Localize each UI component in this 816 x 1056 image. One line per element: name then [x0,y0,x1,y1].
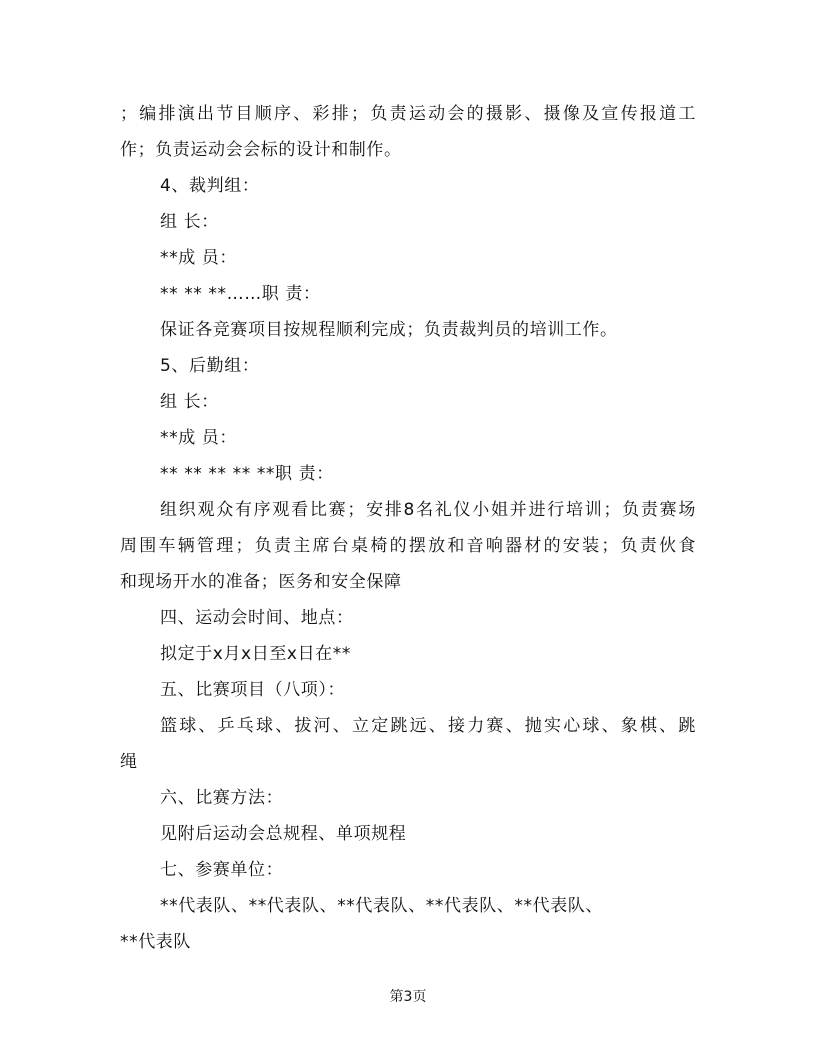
document-body [120,96,696,960]
competition-method-text: 见附后运动会总规程、单项规程 [160,824,407,844]
referee-group-duties-label: ** ** **……职 责： [160,284,321,304]
events-line-1: 篮球、乒乓球、拔河、立定跳远、接力赛、抛实心球、象棋、跳 [160,716,696,736]
participants-line-1: **代表队、**代表队、**代表队、**代表队、**代表队、 [160,896,603,916]
logistics-group-duties-label: ** ** ** ** **职 责： [160,464,334,484]
referee-group-duties: 保证各竞赛项目按规程顺利完成；负责裁判员的培训工作。 [160,320,618,340]
paragraph-line-1: ；编排演出节目顺序、彩排；负责运动会的摄影、摄像及宣传报道工 [120,104,696,124]
participants-line-2: **代表队 [120,932,191,952]
referee-group-members: **成 员： [160,248,238,268]
section-time-location: 四、运动会时间、地点： [160,608,354,628]
logistics-duties-line-1: 组织观众有序观看比赛；安排8名礼仪小姐并进行培训；负责赛场 [160,500,696,520]
logistics-group-leader: 组 长： [160,392,219,412]
section-logistics-group: 5、后勤组： [160,356,260,376]
page-number: 第3页 [389,989,427,1005]
section-events: 五、比赛项目（八项）： [160,680,346,700]
logistics-group-members: **成 员： [160,428,238,448]
time-location-text: 拟定于x月x日至x日在** [160,644,351,664]
events-line-2: 绳 [120,752,138,772]
section-competition-method: 六、比赛方法： [160,788,284,808]
logistics-duties-line-3: 和现场开水的准备；医务和安全保障 [120,572,402,592]
section-referee-group: 4、裁判组： [160,176,260,196]
paragraph-line-2: 作；负责运动会会标的设计和制作。 [120,140,402,160]
referee-group-leader: 组 长： [160,212,219,232]
section-participants: 七、参赛单位： [160,860,284,880]
logistics-duties-line-2: 周围车辆管理；负责主席台桌椅的摆放和音响器材的安装；负责伙食 [120,536,696,556]
